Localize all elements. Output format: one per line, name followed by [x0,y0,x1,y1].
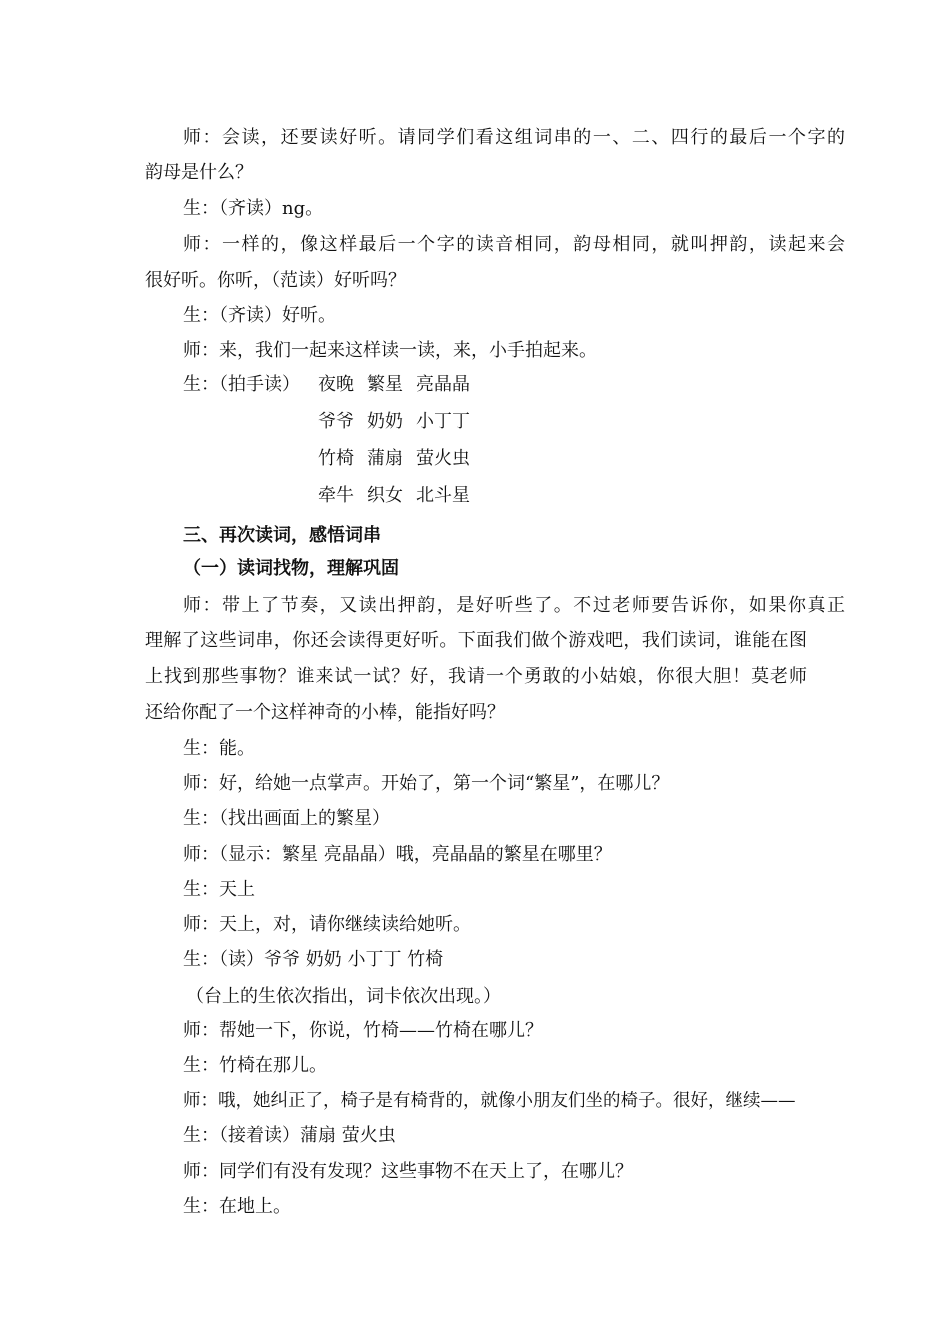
paragraph-line: 生：（接着读）蒲扇 萤火虫 [183,1125,396,1146]
section-heading: 三、再次读词，感悟词串 [183,525,381,546]
paragraph-line: 生：（拍手读） [183,374,300,395]
word: 夜晚 [318,374,354,395]
paragraph-line: 生：（齐读）好听。 [183,305,336,326]
paragraph-line: 生：在地上。 [183,1196,291,1217]
paragraph-line: 生：天上 [183,879,255,900]
word: 亮晶晶 [416,374,470,395]
paragraph-line: 师：同学们有没有发现？这些事物不在天上了，在哪儿？ [183,1161,633,1182]
paragraph-line: 生：（读）爷爷 奶奶 小丁丁 竹椅 [183,949,444,970]
paragraph-line: 师：好，给她一点掌声。开始了，第一个词“繁星”，在哪儿？ [183,773,670,794]
word: 奶奶 [367,411,403,432]
word: 蒲扇 [367,448,403,469]
paragraph-line: 师：带上了节奏，又读出押韵，是好听些了。不过老师要告诉你，如果你真正 [183,595,845,616]
word: 繁星 [367,374,403,395]
paragraph-line: 生：（齐读）ng。 [183,198,324,219]
word-row [318,447,470,471]
paragraph-line: 师：来，我们一起来这样读一读，来，小手拍起来。 [183,340,597,361]
paragraph-line: 师：会读，还要读好听。请同学们看这组词串的一、二、四行的最后一个字的 [183,127,845,148]
word: 小丁丁 [416,411,470,432]
word-row [318,373,470,397]
word: 织女 [367,485,403,506]
paragraph-line: 很好听。你听，（范读）好听吗？ [145,270,406,291]
word-row [318,410,470,434]
paragraph-line: 师：哦，她纠正了，椅子是有椅背的，就像小朋友们坐的椅子。很好，继续—— [183,1091,796,1111]
word-row [318,484,470,508]
word: 竹椅 [318,448,354,469]
paragraph-line: 师：帮她一下，你说，竹椅——竹椅在哪儿？ [183,1020,543,1041]
word: 北斗星 [416,485,470,506]
paragraph-line: （台上的生依次指出，词卡依次出现。） [186,986,501,1007]
paragraph-line: 生：竹椅在那儿。 [183,1055,327,1076]
word: 萤火虫 [416,448,470,469]
paragraph-line: 师：（显示：繁星 亮晶晶）哦，亮晶晶的繁星在哪里？ [183,844,612,865]
paragraph-line: 韵母是什么？ [145,162,253,183]
paragraph-line: 师：天上，对，请你继续读给她听。 [183,914,471,935]
paragraph-line: 理解了这些词串，你还会读得更好听。下面我们做个游戏吧，我们读词，谁能在图 [145,630,807,651]
paragraph-line: 还给你配了一个这样神奇的小棒，能指好吗？ [145,702,505,723]
paragraph-line: 生：（找出画面上的繁星） [183,808,390,829]
word: 爷爷 [318,411,354,432]
paragraph-line: 生：能。 [183,738,255,759]
paragraph-line: 上找到那些事物？谁来试一试？好，我请一个勇敢的小姑娘，你很大胆！莫老师 [145,666,807,687]
paragraph-line: 师：一样的，像这样最后一个字的读音相同，韵母相同，就叫押韵，读起来会 [183,234,845,255]
subsection-heading: （一）读词找物，理解巩固 [183,558,399,579]
word: 牵牛 [318,485,354,506]
